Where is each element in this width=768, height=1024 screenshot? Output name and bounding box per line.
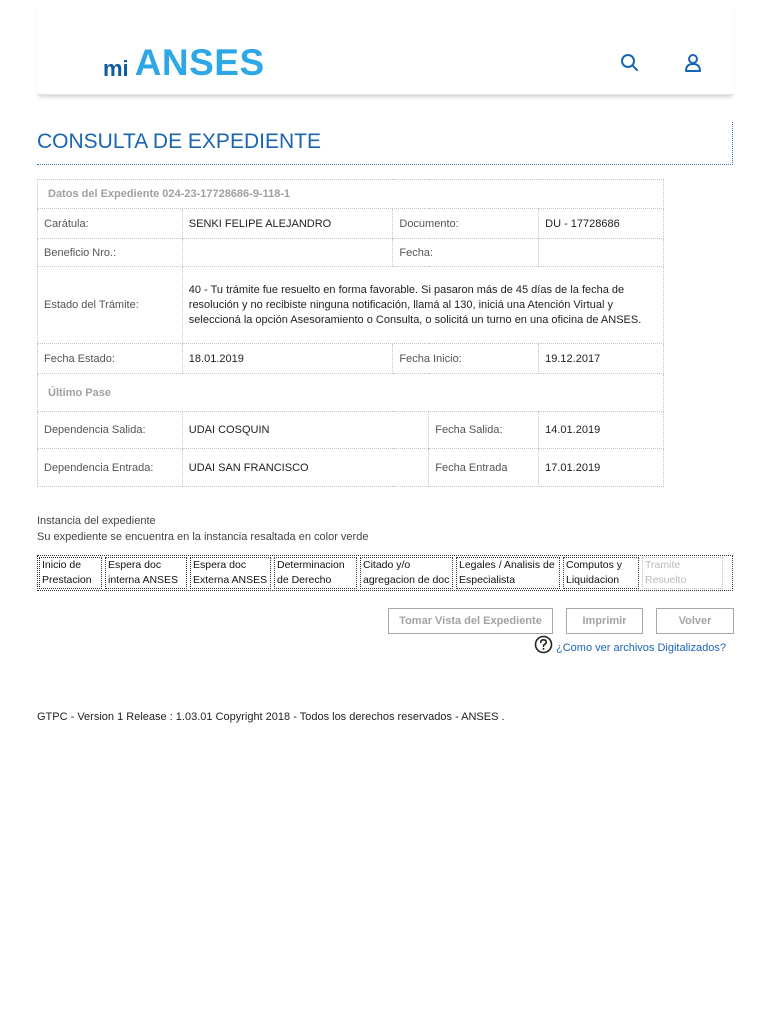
step-citado: Citado y/o agregacion de doc xyxy=(360,557,453,589)
caratula-value: SENKI FELIPE ALEJANDRO xyxy=(182,209,393,239)
documento-label: Documento: xyxy=(393,209,539,239)
digitalizados-help-link[interactable]: ¿Como ver archivos Digitalizados? xyxy=(556,642,726,654)
search-icon[interactable] xyxy=(619,52,641,74)
instancia-subtitle: Su expediente se encuentra en la instancia resaltada en color verde xyxy=(37,531,369,543)
title-divider xyxy=(732,122,733,165)
top-header xyxy=(37,0,734,95)
user-icon[interactable] xyxy=(682,52,704,74)
footer-copyright: GTPC - Version 1 Release : 1.03.01 Copyright 2018 - Todos los derechos reservados - ANSES . xyxy=(37,711,505,723)
anses-logo[interactable] xyxy=(103,42,265,82)
expediente-table xyxy=(37,179,664,487)
dep-entrada-label: Dependencia Entrada: xyxy=(38,449,183,487)
logo-anses: ANSES xyxy=(134,42,265,83)
fecha-inicio-label: Fecha Inicio: xyxy=(393,344,539,374)
fecha-value xyxy=(539,239,664,267)
fecha-entrada-value: 17.01.2019 xyxy=(539,449,664,487)
tomar-vista-button[interactable]: Tomar Vista del Expediente xyxy=(388,608,553,634)
volver-button[interactable]: Volver xyxy=(656,608,734,634)
page-title: CONSULTA DE EXPEDIENTE xyxy=(37,128,733,165)
caratula-label: Carátula: xyxy=(38,209,183,239)
fecha-entrada-label: Fecha Entrada xyxy=(429,449,539,487)
fecha-label: Fecha: xyxy=(393,239,539,267)
fecha-estado-label: Fecha Estado: xyxy=(38,344,183,374)
step-legales: Legales / Analisis de Especialista xyxy=(456,557,560,589)
fecha-inicio-value: 19.12.2017 xyxy=(539,344,664,374)
beneficio-label: Beneficio Nro.: xyxy=(38,239,183,267)
estado-value: 40 - Tu trámite fue resuelto en forma favorable. Si pasaron más de 45 días de la fecha de resolución y no recibiste ninguna notificación, llamá al 130, iniciá una Atención Virtual y seleccioná la opción Asesoramiento o Consulta, o solicitá un turno en una oficina de ANSES. xyxy=(182,267,663,344)
step-tramite-resuelto: Tramite Resuelto xyxy=(642,557,723,589)
step-determinacion: Determinacion de Derecho xyxy=(274,557,357,589)
instancia-steps xyxy=(37,555,733,591)
question-circle-icon[interactable] xyxy=(534,635,553,654)
fecha-salida-label: Fecha Salida: xyxy=(429,412,539,449)
fecha-salida-value: 14.01.2019 xyxy=(539,412,664,449)
estado-label: Estado del Trámite: xyxy=(38,267,183,344)
step-inicio-prestacion: Inicio de Prestacion xyxy=(39,557,102,589)
fecha-estado-value: 18.01.2019 xyxy=(182,344,393,374)
step-espera-interna: Espera doc interna ANSES xyxy=(105,557,187,589)
beneficio-value xyxy=(182,239,393,267)
dep-entrada-value: UDAI SAN FRANCISCO xyxy=(182,449,429,487)
dep-salida-value: UDAI COSQUIN xyxy=(182,412,429,449)
imprimir-button[interactable]: Imprimir xyxy=(566,608,643,634)
step-computos: Computos y Liquidacion xyxy=(563,557,639,589)
instancia-title: Instancia del expediente xyxy=(37,515,156,527)
documento-value: DU - 17728686 xyxy=(539,209,664,239)
ultimo-pase-title: Último Pase xyxy=(38,374,664,412)
step-espera-externa: Espera doc Externa ANSES xyxy=(190,557,271,589)
logo-mi: mi xyxy=(103,56,129,81)
dep-salida-label: Dependencia Salida: xyxy=(38,412,183,449)
expediente-section-title: Datos del Expediente 024-23-17728686-9-118-1 xyxy=(38,180,664,209)
